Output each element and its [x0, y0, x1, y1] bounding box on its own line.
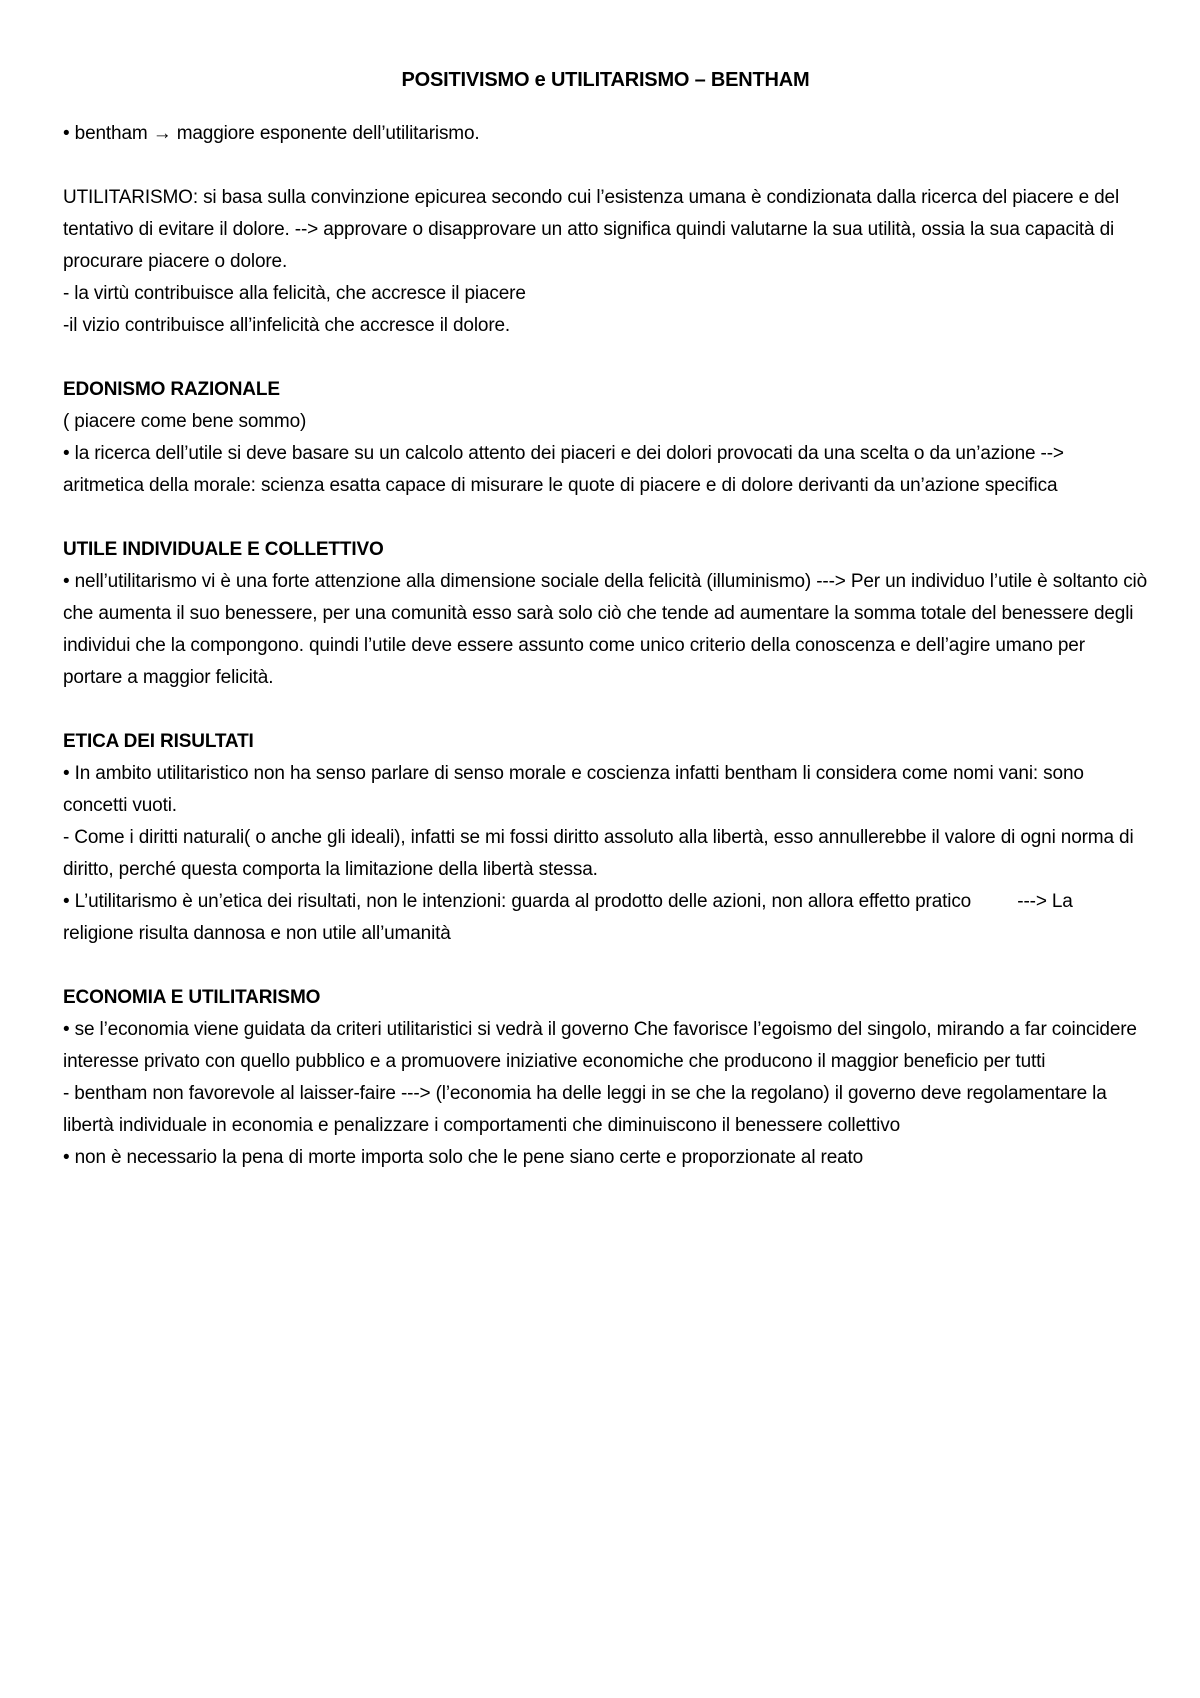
paragraph-gap [63, 342, 1148, 374]
utilitarismo-vice-line: -il vizio contribuisce all’infelicità che accresce il dolore. [63, 315, 511, 336]
utilitarismo-text: : si basa sulla convinzione epicurea secondo cui l’esistenza umana è condizionata dalla ricerca del piacere e del tentativo di evitare il dolore. --> approvare o disapprovare un atto significa quindi valutarne la sua utilità, ossia la sua capacità di procurare piacere o dolore. [63, 187, 1120, 272]
intro-subject: bentham [74, 123, 148, 144]
utilitarismo-virtue-line: - la virtù contribuisce alla felicità, che accresce il piacere [63, 283, 526, 304]
etica-line-3-tail: ---> La religione risulta dannosa e non utile all’umanità [63, 891, 1073, 944]
paragraph-gap [63, 502, 1148, 534]
bullet: • [63, 123, 70, 144]
etica-line-2: - Come i diritti naturali( o anche gli ideali), infatti se mi fossi diritto assoluto alla libertà, esso annullerebbe il valore di ogni norma di diritto, perché questa comporta la limitazione della libertà stessa. [63, 827, 1134, 880]
paragraph-gap [63, 950, 1148, 982]
utilitarismo-paragraph [63, 182, 1148, 278]
utilitarismo-label: UTILITARISMO [63, 187, 193, 208]
intro-line [63, 118, 1148, 150]
economia-line-2: - bentham non favorevole al laisser-faire ---> (l’economia ha delle leggi in se che la regolano) il governo deve regolamentare la libertà individuale in economia e penalizzare i comportamenti che diminuiscono il benessere collettivo [63, 1083, 1107, 1136]
edonismo-line-1: ( piacere come bene sommo) [63, 411, 307, 432]
paragraph-gap [63, 150, 1148, 182]
edonismo-line-2: • la ricerca dell’utile si deve basare su un calcolo attento dei piaceri e dei dolori provocati da una scelta o da un’azione --> aritmetica della morale: scienza esatta capace di misurare le quote di piacere e di dolore derivanti da un’azione specifica [63, 443, 1064, 496]
document-body [63, 118, 1148, 1174]
economia-line-1: • se l’economia viene guidata da criteri utilitaristici si vedrà il governo Che favorisce l’egoismo del singolo, mirando a far coincidere interesse privato con quello pubblico e a promuovere iniziative economiche che producono il maggior beneficio per tutti [63, 1019, 1137, 1072]
section-heading-etica: ETICA DEI RISULTATI [63, 731, 254, 752]
right-arrow-icon: → [152, 123, 172, 144]
utile-line-1: • nell’utilitarismo vi è una forte attenzione alla dimensione sociale della felicità (illuminismo) ---> Per un individuo l’utile è soltanto ciò che aumenta il suo benessere, per una comunità esso sarà solo ciò che tende ad aumentare la somma totale del benessere degli individui che la compongono. quindi l’utile deve essere assunto come unico criterio della conoscenza e dell’agire umano per portare a maggior felicità. [63, 571, 1148, 688]
section-heading-edonismo: EDONISMO RAZIONALE [63, 379, 280, 400]
paragraph-gap [63, 694, 1148, 726]
intro-text: maggiore esponente dell’utilitarismo. [176, 123, 480, 144]
etica-line-1: • In ambito utilitaristico non ha senso parlare di senso morale e coscienza infatti bentham li considera come nomi vani: sono concetti vuoti. [63, 763, 1084, 816]
economia-line-3: • non è necessario la pena di morte importa solo che le pene siano certe e proporzionate al reato [63, 1147, 864, 1168]
etica-line-3-text: • L’utilitarismo è un’etica dei risultati, non le intenzioni: guarda al prodotto delle azioni, non allora effetto pratico [63, 891, 972, 912]
section-heading-utile: UTILE INDIVIDUALE E COLLETTIVO [63, 539, 384, 560]
etica-line-3 [63, 886, 1148, 950]
page-title: POSITIVISMO e UTILITARISMO – BENTHAM [401, 69, 810, 91]
section-heading-economia: ECONOMIA E UTILITARISMO [63, 987, 321, 1008]
